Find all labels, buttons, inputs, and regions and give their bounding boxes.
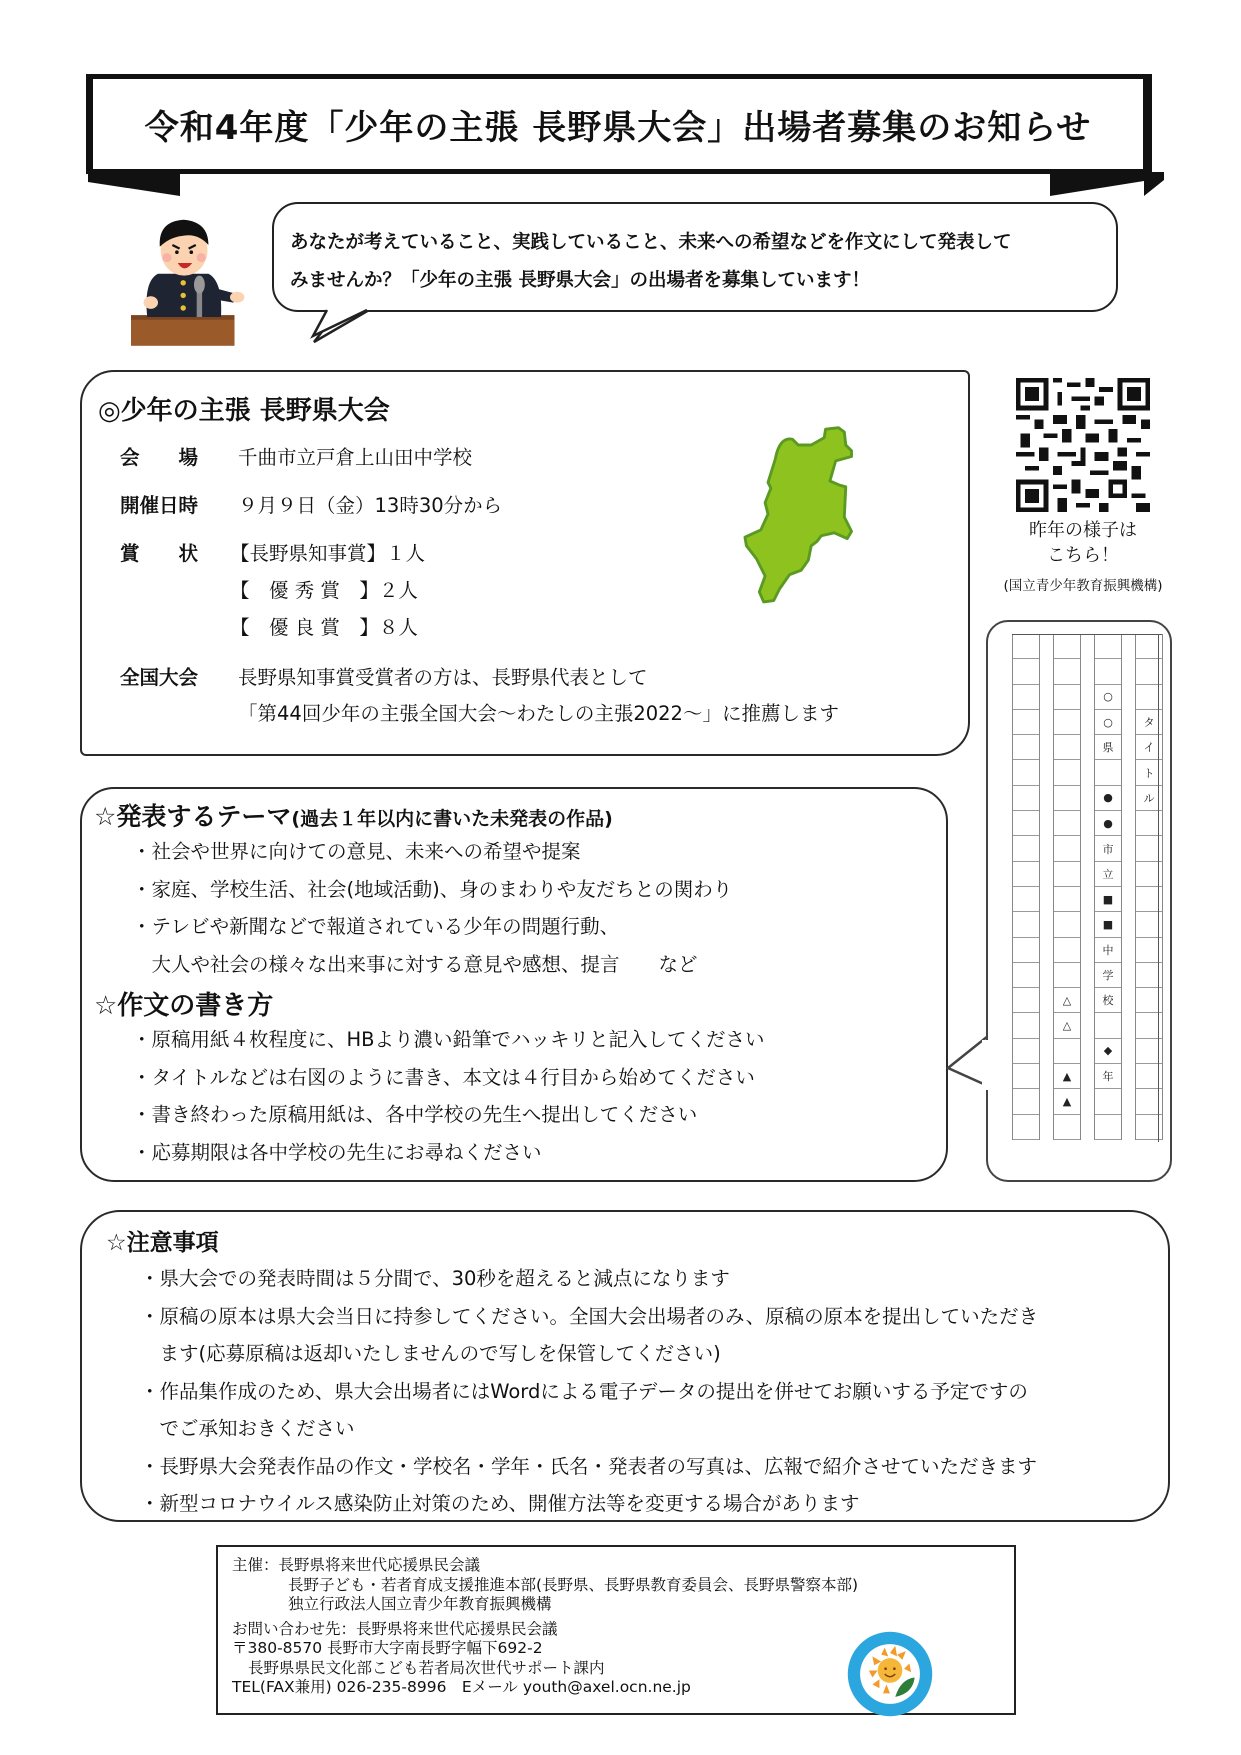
manuscript-cell (1013, 1039, 1039, 1064)
theme-item: ・テレビや新聞などで報道されている少年の問題行動、 (132, 915, 620, 938)
manuscript-cell (1013, 988, 1039, 1013)
national-line-1: 長野県知事賞受賞者の方は、長野県代表として (238, 666, 648, 689)
manuscript-cell (1054, 634, 1080, 659)
venue-value: 千曲市立戸倉上山田中学校 (238, 446, 473, 469)
manuscript-cell: 年 (1095, 1064, 1121, 1089)
notes-box (80, 1210, 1170, 1522)
manuscript-cell (1013, 634, 1039, 659)
manuscript-cell: ◆ (1095, 1039, 1121, 1064)
notes-list (140, 1260, 1038, 1523)
writing-item: ・応募期限は各中学校の先生にお尋ねください (132, 1140, 542, 1164)
manuscript-cell (1095, 760, 1121, 785)
manuscript-cell: ト (1136, 760, 1162, 785)
writing-item: ・書き終わった原稿用紙は、各中学校の先生へ提出してください (132, 1103, 698, 1126)
manuscript-top-line (1012, 634, 1162, 635)
manuscript-column-gap (1040, 634, 1053, 1140)
national-label: 全国大会 (120, 666, 199, 689)
manuscript-cell (1013, 735, 1039, 760)
manuscript-cell: イ (1136, 735, 1162, 760)
manuscript-cell: △ (1054, 988, 1080, 1013)
manuscript-cell: 学 (1095, 963, 1121, 988)
writing-heading: ☆作文の書き方 (94, 991, 274, 1021)
callout-joint (982, 1040, 994, 1090)
manuscript-column-gap (1122, 634, 1135, 1140)
theme-item: ・家庭、学校生活、社会(地域活動)、身のまわりや友だちとの関わり (132, 877, 733, 901)
venue-label: 会 場 (120, 446, 199, 469)
notes-item: ・長野県大会発表作品の作文・学校名・学年・氏名・発表者の写真は、広報で紹介させていただきます (140, 1454, 1038, 1478)
postal-address: 〒380-8570 長野市大字南長野字幅下692-2 (232, 1639, 543, 1657)
manuscript-cell: ▲ (1054, 1064, 1080, 1089)
speaker-boy-illustration (122, 206, 248, 356)
department: 長野県県民文化部こども若者局次世代サポート課内 (248, 1658, 605, 1677)
award-excellent: 【 優 秀 賞 】２人 (230, 579, 418, 602)
event-info-box (80, 370, 970, 756)
theme-item: ・社会や世界に向けての意見、未来への希望や提案 (132, 840, 581, 863)
manuscript-cell (1013, 1013, 1039, 1038)
organizer-line-3: 独立行政法人国立青少年教育振興機構 (288, 1595, 552, 1613)
manuscript-cell: 校 (1095, 988, 1121, 1013)
manuscript-cell (1054, 735, 1080, 760)
theme-item: 大人や社会の様々な出来事に対する意見や感想、提言 など (132, 952, 698, 976)
manuscript-cell (1054, 938, 1080, 963)
writing-list (132, 1021, 765, 1171)
theme-heading: ☆発表するテーマ (94, 802, 292, 831)
manuscript-cell (1054, 963, 1080, 988)
theme-list (132, 833, 732, 983)
manuscript-cell (1013, 1064, 1039, 1089)
manuscript-cell (1054, 685, 1080, 710)
manuscript-grid (1012, 634, 1163, 1140)
manuscript-cell: 中 (1095, 938, 1121, 963)
manuscript-cell (1054, 760, 1080, 785)
manuscript-column (1012, 634, 1040, 1140)
speech-bubble (272, 202, 1118, 312)
manuscript-cell (1013, 836, 1039, 861)
manuscript-cell (1054, 1039, 1080, 1064)
manuscript-cell: ○ (1095, 685, 1121, 710)
theme-heading-row (94, 797, 613, 833)
manuscript-cell (1013, 963, 1039, 988)
manuscript-cell: タ (1136, 710, 1162, 735)
manuscript-cell (1054, 786, 1080, 811)
tel-email[interactable]: TEL(FAX兼用) 026-235-8996 Eメール youth@axel.ocn.ne.jp (232, 1678, 691, 1696)
manuscript-cell (1013, 1115, 1039, 1140)
speech-line-1: あなたが考えていること、実践していること、未来への希望などを作文にして発表して (290, 232, 1012, 253)
manuscript-cell (1054, 862, 1080, 887)
theme-subheading: (過去１年以内に書いた未発表の作品) (291, 808, 613, 830)
award-governor: 【長野県知事賞】１人 (230, 542, 426, 565)
speech-line-2: みませんか？「少年の主張 長野県大会」の出場者を募集しています！ (290, 270, 870, 291)
manuscript-cell (1013, 710, 1039, 735)
qr-code[interactable] (1016, 378, 1150, 512)
notes-item: ます(応募原稿は返却いたしませんので写しを保管してください) (140, 1342, 721, 1365)
manuscript-column-gap (1081, 634, 1094, 1140)
manuscript-cell (1054, 1115, 1080, 1140)
organizer-line-2: 長野子ども・若者育成支援推進本部(長野県、長野県教育委員会、長野県警察本部) (288, 1575, 859, 1594)
datetime-label: 開催日時 (120, 494, 199, 517)
manuscript-paper-example (986, 620, 1172, 1182)
notes-item: ・原稿の原本は県大会当日に持参してください。全国大会出場者のみ、原稿の原本を提出していただき (140, 1304, 1039, 1328)
qr-caption: 昨年の様子は こちら！ (1029, 520, 1137, 566)
manuscript-cell: 立 (1095, 862, 1121, 887)
manuscript-cell (1054, 836, 1080, 861)
manuscript-cell (1054, 659, 1080, 684)
nagano-prefecture-map (732, 392, 912, 642)
notes-item: ・新型コロナウイルス感染防止対策のため、開催方法等を変更する場合があります (140, 1492, 860, 1515)
manuscript-cell (1013, 811, 1039, 836)
qr-organization: (国立青少年教育振興機構) (1003, 578, 1163, 594)
page-title: 令和4年度「少年の主張 長野県大会」出場者募集のお知らせ (144, 107, 1092, 148)
awards-label: 賞 状 (120, 542, 199, 565)
manuscript-cell: 県 (1095, 735, 1121, 760)
manuscript-cell (1013, 760, 1039, 785)
manuscript-cell (1054, 710, 1080, 735)
manuscript-cell (1013, 786, 1039, 811)
writing-item: ・原稿用紙４枚程度に、HBより濃い鉛筆でハッキリと記入してください (132, 1028, 765, 1051)
manuscript-cell: 市 (1095, 836, 1121, 861)
manuscript-cell: ■ (1095, 912, 1121, 937)
manuscript-cell: ● (1095, 786, 1121, 811)
manuscript-column (1094, 634, 1122, 1140)
datetime-value: ９月９日（金）13時30分から (238, 494, 503, 517)
manuscript-cell: △ (1054, 1013, 1080, 1038)
manuscript-cell (1054, 887, 1080, 912)
speech-bubble-tail-outline (305, 300, 375, 340)
manuscript-cell (1095, 659, 1121, 684)
manuscript-cell (1095, 634, 1121, 659)
manuscript-cell (1013, 659, 1039, 684)
manuscript-cell (1013, 887, 1039, 912)
notes-heading: ☆注意事項 (106, 1230, 219, 1256)
award-good: 【 優 良 賞 】８人 (230, 616, 418, 639)
notes-item: でご承知おきください (140, 1417, 355, 1440)
manuscript-cell (1013, 912, 1039, 937)
manuscript-cell: ル (1136, 786, 1162, 811)
manuscript-cell (1013, 938, 1039, 963)
manuscript-cell (1013, 1089, 1039, 1114)
notes-item: ・作品集作成のため、県大会出場者にはWordによる電子データの提出を併せてお願いする予定ですの (140, 1379, 1028, 1403)
manuscript-cell (1013, 685, 1039, 710)
contact-line: お問い合わせ先：長野県将来世代応援県民会議 (232, 1619, 558, 1638)
writing-item: ・タイトルなどは右図のように書き、本文は４行目から始めてください (132, 1065, 755, 1089)
manuscript-edge-line (1158, 634, 1159, 1142)
manuscript-cell (1054, 912, 1080, 937)
event-heading: ◎少年の主張 長野県大会 (98, 396, 390, 426)
manuscript-cell (1095, 1089, 1121, 1114)
himawari-campaign-logo (846, 1630, 934, 1718)
notes-item: ・県大会での発表時間は５分間で、30秒を超えると減点になります (140, 1267, 730, 1290)
manuscript-cell: ● (1095, 811, 1121, 836)
national-line-2: 「第44回少年の主張全国大会～わたしの主張2022～」に推薦します (238, 702, 839, 725)
manuscript-cell (1095, 1013, 1121, 1038)
manuscript-cell (1095, 1115, 1121, 1140)
title-banner (86, 74, 1152, 174)
manuscript-cell (1054, 811, 1080, 836)
theme-writing-box (80, 787, 948, 1182)
manuscript-cell: ▲ (1054, 1089, 1080, 1114)
manuscript-column (1053, 634, 1081, 1140)
organizer-line-1: 主催：長野県将来世代応援県民会議 (232, 1556, 481, 1574)
manuscript-cell: ■ (1095, 887, 1121, 912)
manuscript-cell: ○ (1095, 710, 1121, 735)
manuscript-cell (1013, 862, 1039, 887)
